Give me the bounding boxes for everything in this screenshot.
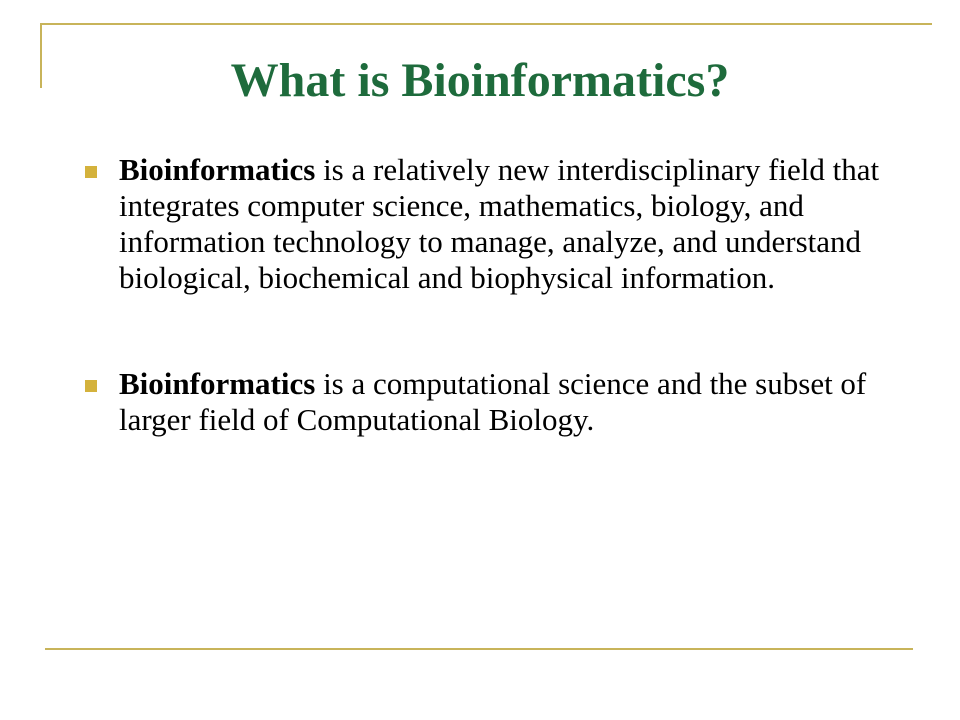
slide-title: What is Bioinformatics? bbox=[230, 54, 730, 107]
frame-bottom-line bbox=[45, 648, 913, 650]
square-bullet-icon bbox=[85, 166, 97, 178]
bullet-item bbox=[85, 152, 885, 296]
frame-top-line bbox=[40, 23, 932, 25]
bullet-term: Bioinformatics bbox=[119, 366, 316, 401]
bullet-term: Bioinformatics bbox=[119, 152, 316, 187]
bullet-item bbox=[85, 366, 885, 438]
bullet-list bbox=[85, 152, 885, 508]
bullet-text: is a relatively new interdisciplinary field that integrates computer science, mathematics, biology, and information technology to manage, analyze, and understand biological, biochemical and biophysical information. bbox=[119, 152, 880, 295]
square-bullet-icon bbox=[85, 380, 97, 392]
bullet-text: is a computational science and the subset of larger field of Computational Biology. bbox=[119, 366, 867, 437]
